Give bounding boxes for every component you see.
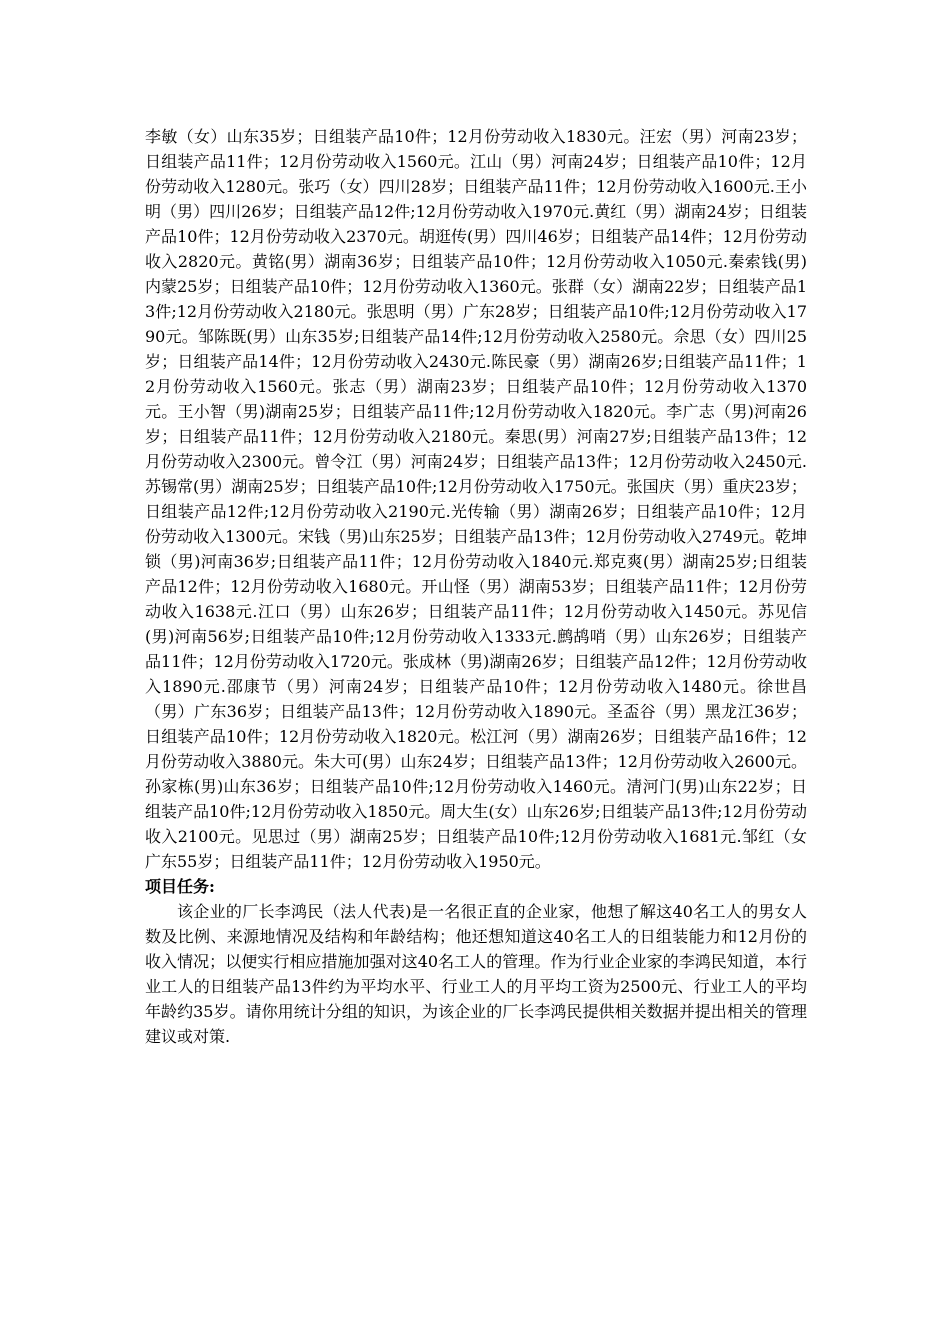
worker-data-paragraph: 李敏（女）山东35岁；日组装产品10件；12月份劳动收入1830元。汪宏（男）河南23岁；日组装产品11件；12月份劳动收入1560元。江山（男）河南24岁；日组装产品10件；12月份劳动收入1280元。张巧（女）四川28岁；日组装产品11件；12月份劳动收入1600元.王小明（男）四川26岁；日组装产品12件;12月份劳动收入1970元.黄红（男）湖南24岁；日组装产品10件；12月份劳动收入2370元。胡逛传(男）四川46岁；日组装产品14件；12月份劳动收入2820元。黄铭(男）湖南36岁；日组装产品10件；12月份劳动收入1050元.秦索钱(男)内蒙25岁；日组装产品10件；12月份劳动收入1360元。张群（女）湖南22岁；日组装产品13件;12月份劳动收入2180元。张思明（男）广东28岁；日组装产品10件;12月份劳动收入1790元。邹陈既(男）山东35岁;日组装产品14件;12月份劳动收入2580元。佘思（女）四川25岁；日组装产品14件；12月份劳动收入2430元.陈民豪（男）湖南26岁;日组装产品11件；12月份劳动收入1560元。张志（男）湖南23岁；日组装产品10件；12月份劳动收入1370元。王小智（男)湖南25岁；日组装产品11件;12月份劳动收入1820元。李广志（男)河南26岁；日组装产品11件；12月份劳动收入2180元。秦思(男）河南27岁;日组装产品13件；12月份劳动收入2300元。曾令江（男）河南24岁；日组装产品13件；12月份劳动收入2450元.苏锡常(男）湖南25岁；日组装产品10件;12月份劳动收入1750元。张国庆（男）重庆23岁；日组装产品12件;12月份劳动收入2190元.光传输（男）湖南26岁；日组装产品10件；12月份劳动收入1300元。宋钱（男)山东25岁；日组装产品13件；12月份劳动收入2749元。乾坤锁（男)河南36岁;日组装产品11件；12月份劳动收入1840元.郑克爽(男）湖南25岁;日组装产品12件；12月份劳动收入1680元。开山怪（男）湖南53岁；日组装产品11件；12月份劳动收入1638元.江口（男）山东26岁；日组装产品11件；12月份劳动收入1450元。苏见信(男)河南56岁;日组装产品10件;12月份劳动收入1333元.鹧鸪哨（男）山东26岁；日组装产品11件；12月份劳动收入1720元。张成林（男)湖南26岁；日组装产品12件；12月份劳动收入1890元.邵康节（男）河南24岁；日组装产品10件；12月份劳动收入1480元。徐世昌（男）广东36岁；日组装产品13件；12月份劳动收入1890元。圣盃谷（男）黑龙江36岁；日组装产品10件；12月份劳动收入1820元。松江河（男）湖南26岁；日组装产品16件；12月份劳动收入3880元。朱大可(男）山东24岁；日组装产品13件；12月份劳动收入2600元。孙家栋(男)山东36岁；日组装产品10件;12月份劳动收入1460元。清河门(男)山东22岁；日组装产品10件;12月份劳动收入1850元。周大生(女）山东26岁;日组装产品13件;12月份劳动收入2100元。见思过（男）湖南25岁；日组装产品10件;12月份劳动收入1681元.邹红（女广东55岁；日组装产品11件；12月份劳动收入1950元。 (145, 127, 807, 871)
document-body (145, 124, 807, 1049)
task-heading: 项目任务: (145, 877, 215, 896)
task-description-paragraph: 该企业的厂长李鸿民（法人代表)是一名很正直的企业家，他想了解这40名工人的男女人数及比例、来源地情况及结构和年龄结构；他还想知道这40名工人的日组装能力和12月份的收入情况；以便实行相应措施加强对这40名工人的管理。作为行业企业家的李鸿民知道，本行业工人的日组装产品13件约为平均水平、行业工人的月平均工资为2500元、行业工人的平均年龄约35岁。请你用统计分组的知识，为该企业的厂长李鸿民提供相关数据并提出相关的管理建议或对策. (145, 902, 807, 1046)
